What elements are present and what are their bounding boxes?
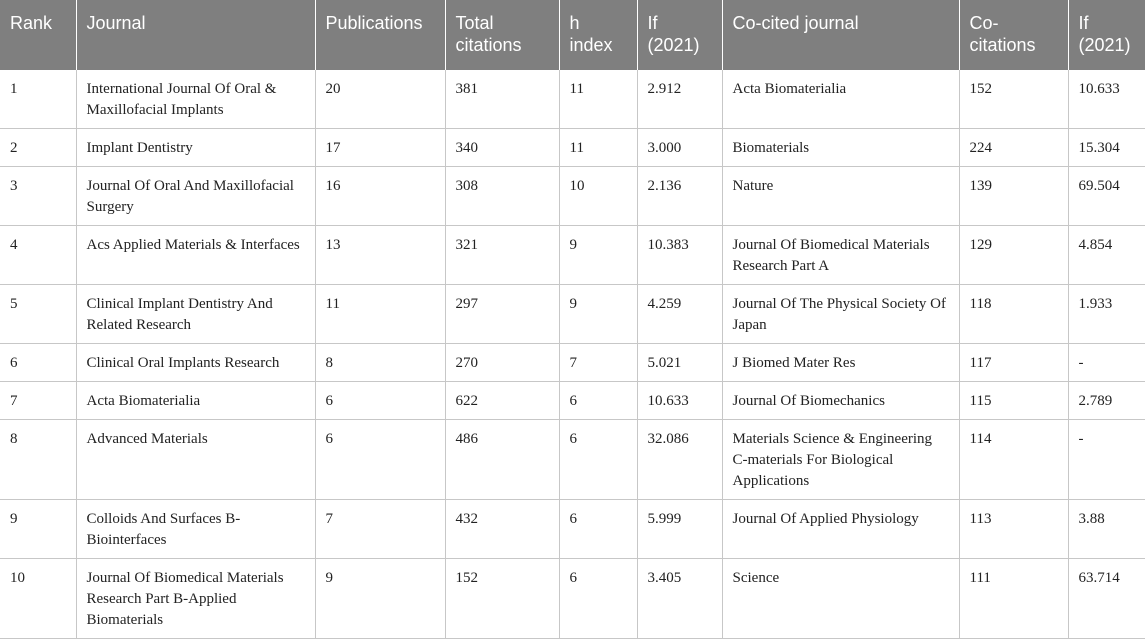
h-index-cell: 9 [559,285,637,344]
publications-cell: 11 [315,285,445,344]
rank-cell: 2 [0,129,76,167]
co-cited-if-2021-cell: - [1068,420,1145,500]
table-row [0,382,1145,420]
h-index-cell: 9 [559,226,637,285]
rank-cell: 6 [0,344,76,382]
co-cited-journal-cell: Materials Science & Engineering C-materials For Biological Applications [722,420,959,500]
if-2021-cell: 10.383 [637,226,722,285]
co-cited-journal-cell: Journal Of Biomedical Materials Research Part A [722,226,959,285]
co-cited-if-2021-cell: - [1068,344,1145,382]
header-publications: Publications [315,0,445,70]
total-citations-cell: 622 [445,382,559,420]
header-co-cited-if-2021: If (2021) [1068,0,1145,70]
total-citations-cell: 270 [445,344,559,382]
publications-cell: 16 [315,167,445,226]
co-cited-journal-cell: Journal Of The Physical Society Of Japan [722,285,959,344]
total-citations-cell: 432 [445,500,559,559]
journal-cell: Acta Biomaterialia [76,382,315,420]
if-2021-cell: 4.259 [637,285,722,344]
h-index-cell: 7 [559,344,637,382]
header-co-citations: Co-citations [959,0,1068,70]
table-header [0,0,1145,70]
co-citations-cell: 129 [959,226,1068,285]
publications-cell: 7 [315,500,445,559]
co-cited-if-2021-cell: 4.854 [1068,226,1145,285]
co-citations-cell: 117 [959,344,1068,382]
co-cited-journal-cell: Nature [722,167,959,226]
journal-cell: Journal Of Oral And Maxillofacial Surgery [76,167,315,226]
table-body [0,70,1145,639]
co-cited-if-2021-cell: 63.714 [1068,559,1145,639]
co-cited-journal-cell: J Biomed Mater Res [722,344,959,382]
journal-cell: Journal Of Biomedical Materials Research Part B-Applied Biomaterials [76,559,315,639]
co-citations-cell: 139 [959,167,1068,226]
co-cited-if-2021-cell: 15.304 [1068,129,1145,167]
co-citations-cell: 114 [959,420,1068,500]
total-citations-cell: 321 [445,226,559,285]
publications-cell: 17 [315,129,445,167]
co-cited-if-2021-cell: 1.933 [1068,285,1145,344]
journal-cell: Clinical Implant Dentistry And Related Research [76,285,315,344]
journal-cell: Implant Dentistry [76,129,315,167]
rank-cell: 1 [0,70,76,129]
co-cited-if-2021-cell: 10.633 [1068,70,1145,129]
table-row [0,420,1145,500]
if-2021-cell: 10.633 [637,382,722,420]
header-row [0,0,1145,70]
co-citations-cell: 152 [959,70,1068,129]
rank-cell: 10 [0,559,76,639]
publications-cell: 8 [315,344,445,382]
h-index-cell: 6 [559,420,637,500]
table-row [0,167,1145,226]
h-index-cell: 11 [559,129,637,167]
total-citations-cell: 340 [445,129,559,167]
rank-cell: 5 [0,285,76,344]
if-2021-cell: 5.021 [637,344,722,382]
total-citations-cell: 308 [445,167,559,226]
table-row [0,344,1145,382]
co-cited-journal-cell: Acta Biomaterialia [722,70,959,129]
journal-cell: International Journal Of Oral & Maxillofacial Implants [76,70,315,129]
header-h-index: h index [559,0,637,70]
co-cited-if-2021-cell: 69.504 [1068,167,1145,226]
header-if-2021: If (2021) [637,0,722,70]
table-row [0,226,1145,285]
table-row [0,285,1145,344]
co-cited-journal-cell: Journal Of Biomechanics [722,382,959,420]
journal-cell: Clinical Oral Implants Research [76,344,315,382]
co-cited-if-2021-cell: 2.789 [1068,382,1145,420]
co-cited-journal-cell: Biomaterials [722,129,959,167]
rank-cell: 9 [0,500,76,559]
journal-cell: Acs Applied Materials & Interfaces [76,226,315,285]
co-citations-cell: 115 [959,382,1068,420]
rank-cell: 4 [0,226,76,285]
h-index-cell: 11 [559,70,637,129]
rank-cell: 3 [0,167,76,226]
h-index-cell: 6 [559,382,637,420]
if-2021-cell: 2.912 [637,70,722,129]
if-2021-cell: 3.405 [637,559,722,639]
h-index-cell: 6 [559,559,637,639]
header-rank: Rank [0,0,76,70]
total-citations-cell: 486 [445,420,559,500]
co-cited-journal-cell: Science [722,559,959,639]
h-index-cell: 10 [559,167,637,226]
publications-cell: 9 [315,559,445,639]
co-citations-cell: 118 [959,285,1068,344]
table-row [0,129,1145,167]
table-row [0,70,1145,129]
table-row [0,500,1145,559]
header-total-citations: Total citations [445,0,559,70]
total-citations-cell: 297 [445,285,559,344]
rank-cell: 8 [0,420,76,500]
co-citations-cell: 224 [959,129,1068,167]
total-citations-cell: 152 [445,559,559,639]
table-row [0,559,1145,639]
journal-cell: Advanced Materials [76,420,315,500]
publications-cell: 6 [315,382,445,420]
if-2021-cell: 3.000 [637,129,722,167]
rank-cell: 7 [0,382,76,420]
co-citations-cell: 111 [959,559,1068,639]
co-citations-cell: 113 [959,500,1068,559]
h-index-cell: 6 [559,500,637,559]
header-journal: Journal [76,0,315,70]
publications-cell: 13 [315,226,445,285]
journal-cell: Colloids And Surfaces B-Biointerfaces [76,500,315,559]
co-cited-if-2021-cell: 3.88 [1068,500,1145,559]
co-cited-journal-cell: Journal Of Applied Physiology [722,500,959,559]
publications-cell: 20 [315,70,445,129]
total-citations-cell: 381 [445,70,559,129]
if-2021-cell: 2.136 [637,167,722,226]
if-2021-cell: 5.999 [637,500,722,559]
if-2021-cell: 32.086 [637,420,722,500]
header-co-cited-journal: Co-cited journal [722,0,959,70]
publications-cell: 6 [315,420,445,500]
